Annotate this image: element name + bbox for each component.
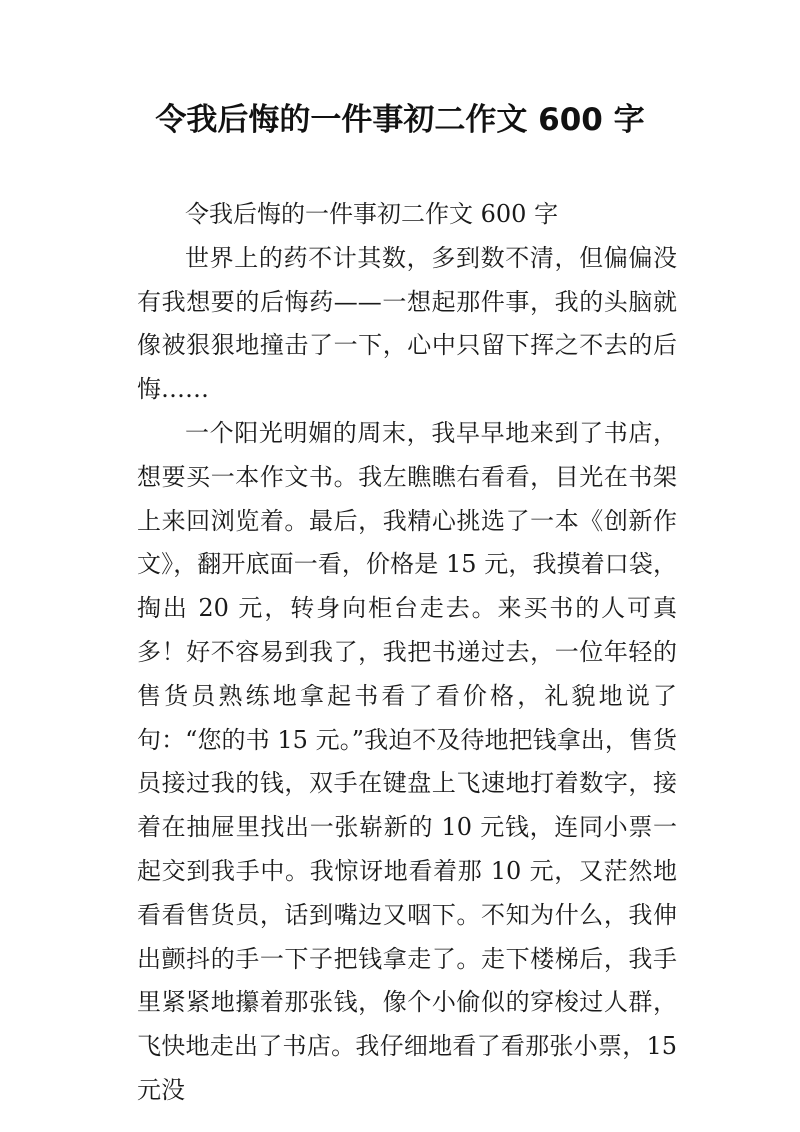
body-paragraph-story: 一个阳光明媚的周末，我早早地来到了书店，想要买一本作文书。我左瞧瞧右看看，目光在书架上来回浏览着。最后，我精心挑选了一本《创新作文》，翻开底面一看，价格是 15 元，我摸着口袋，掏出 20 元，转身向柜台走去。来买书的人可真多！好不容易到我了，我把书递过去，一位年轻的售货员熟练地拿起书看了看价格，礼貌地说了句：“您的书 15 元。”我迫不及待地把钱拿出，售货员接过我的钱，双手在键盘上飞速地打着数字，接着在抽屉里找出一张崭新的 10 元钱，连同小票一起交到我手中。我惊讶地看着那 10 元，又茫然地看看售货员，话到嘴边又咽下。不知为什么，我伸出颤抖的手一下子把钱拿走了。走下楼梯后，我手里紧紧地攥着那张钱，像个小偷似的穿梭过人群，飞快地走出了书店。我仔细地看了看那张小票，15 元没 (137, 418, 677, 1104)
body-paragraph-heading: 令我后悔的一件事初二作文 600 字 (185, 200, 559, 228)
body-paragraph-intro: 世界上的药不计其数，多到数不清，但偏偏没有我想要的后悔药——一想起那件事，我的头脑就像被狠狠地撞击了一下，心中只留下挥之不去的后悔…… (137, 243, 677, 404)
document-body (137, 193, 677, 1113)
document-title: 令我后悔的一件事初二作文 600 字 (155, 102, 645, 138)
